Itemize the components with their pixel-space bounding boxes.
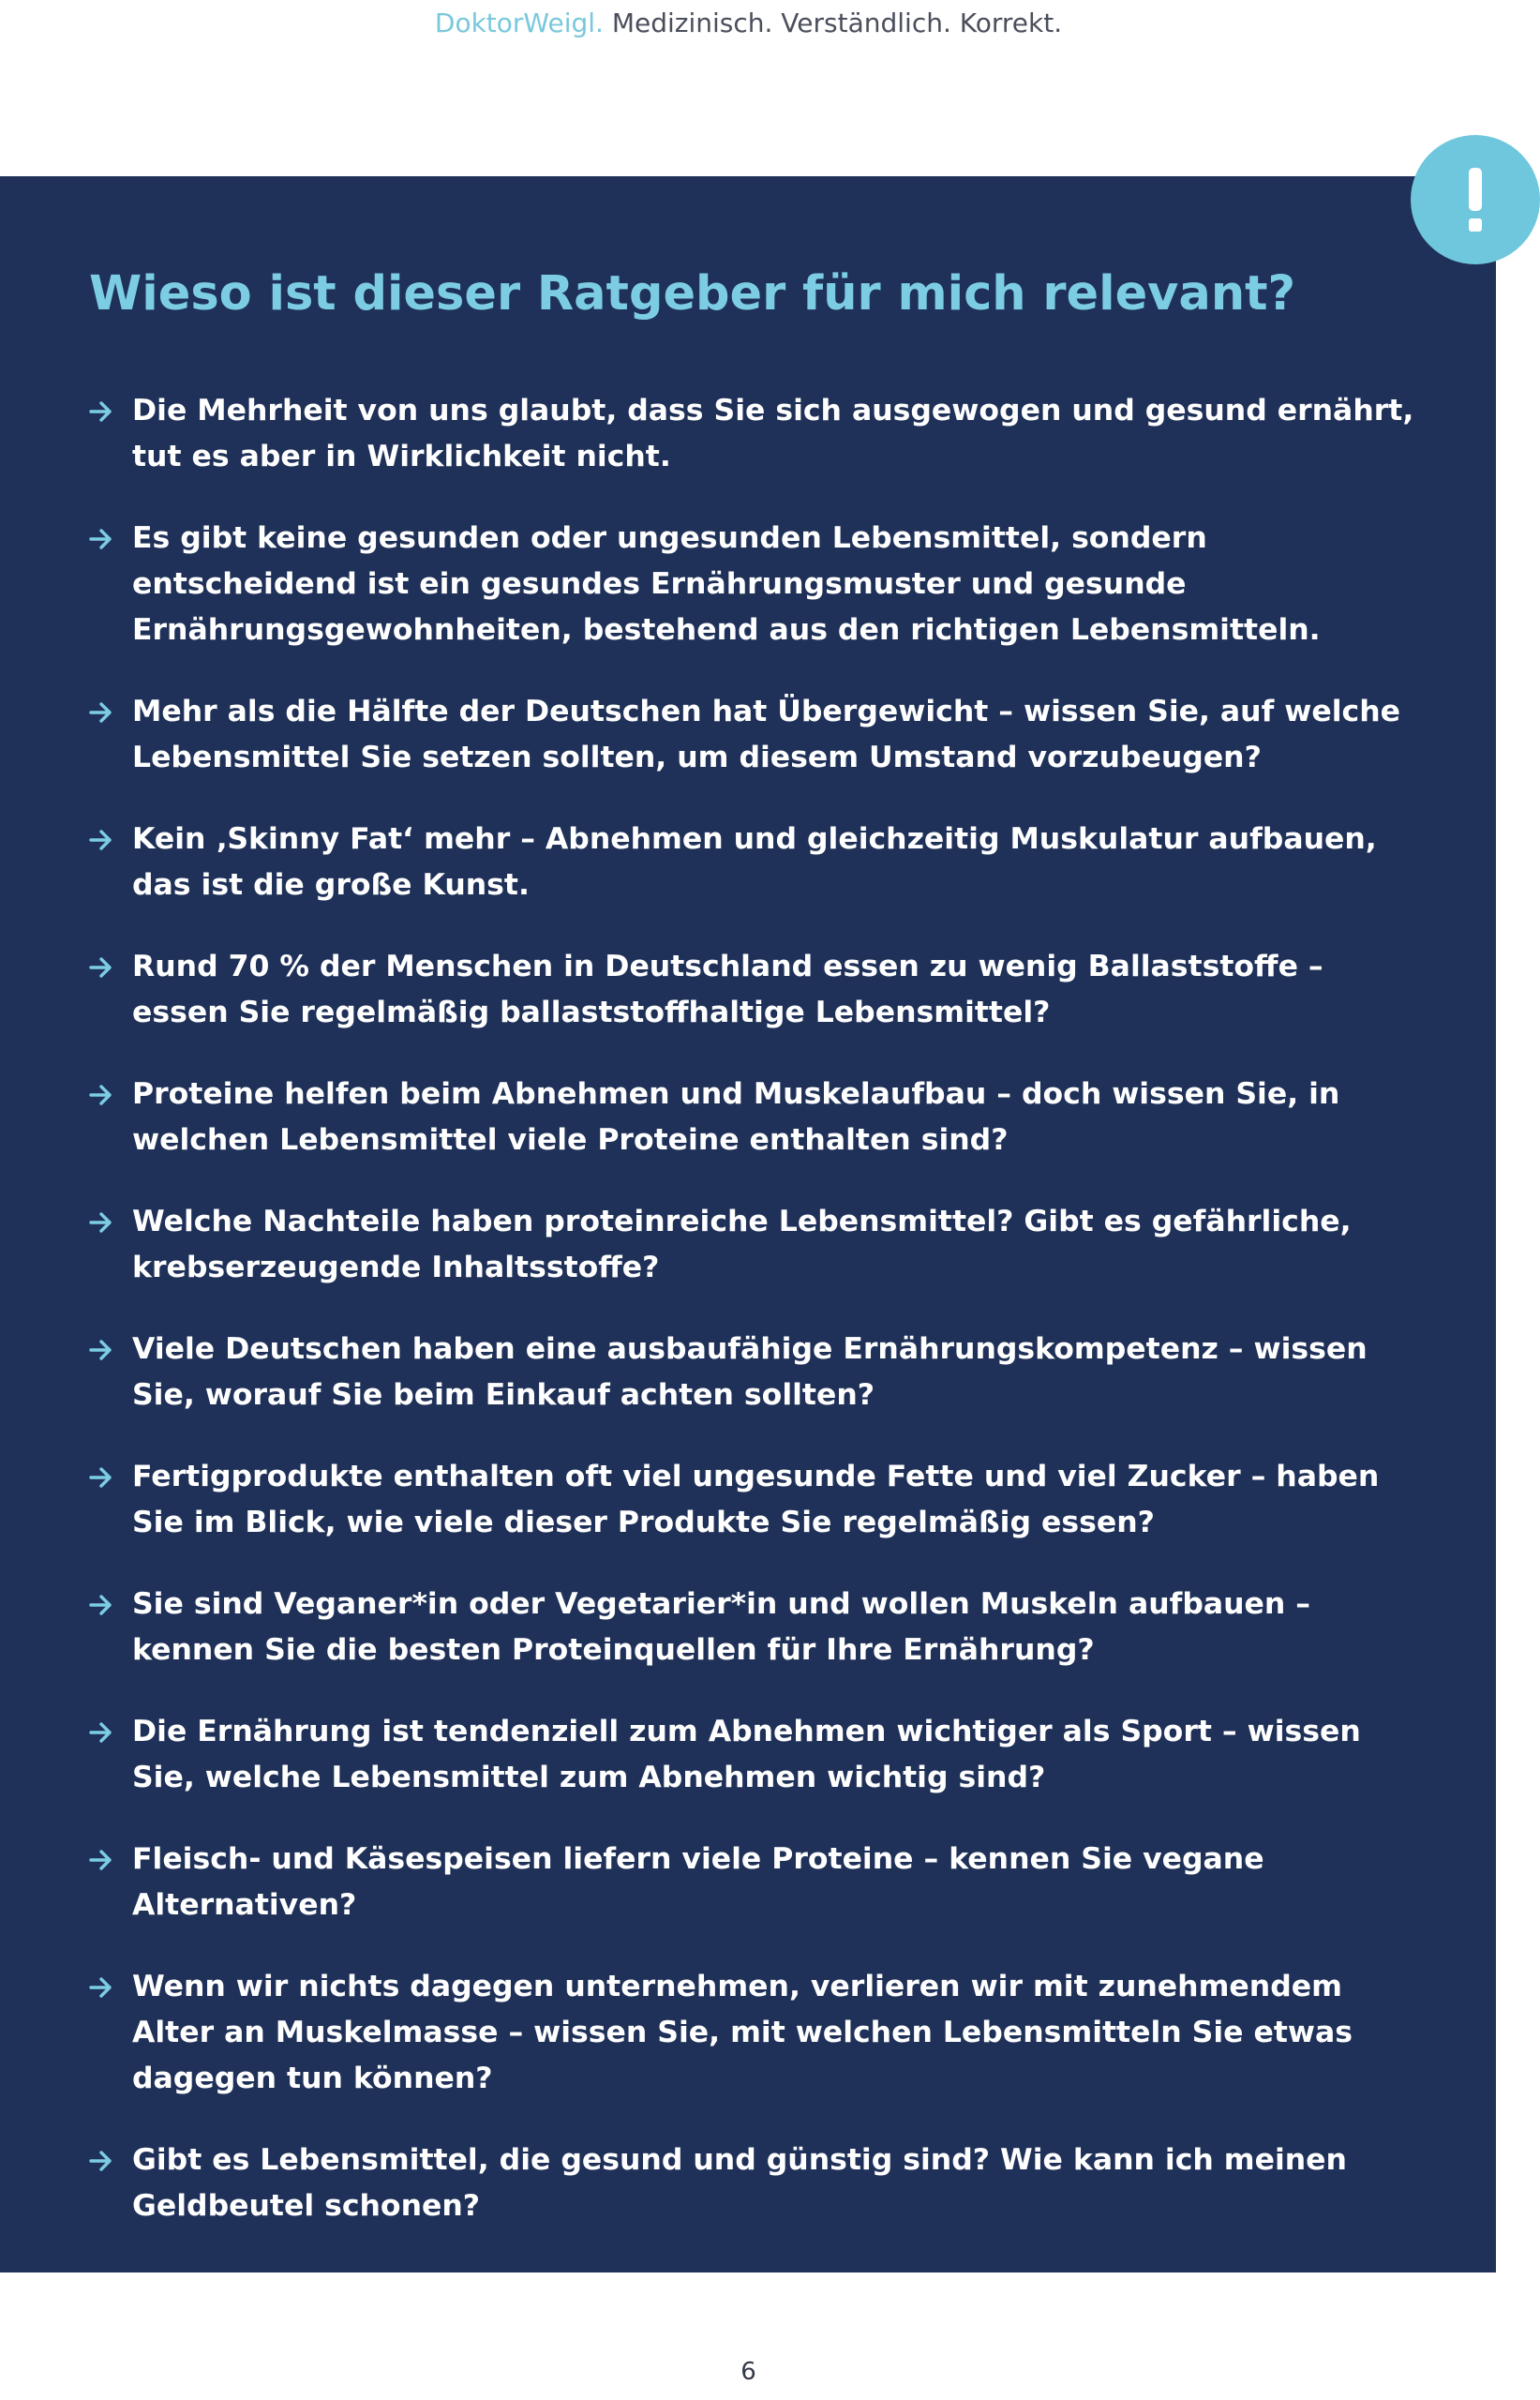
list-item bbox=[89, 689, 1420, 781]
list-item-text: Die Mehrheit von uns glaubt, dass Sie sich ausgewogen und gesund ernährt, tut es aber in Wirklichkeit nicht. bbox=[132, 394, 1414, 473]
arrow-right-icon bbox=[89, 529, 113, 549]
list-item-text: Fertigprodukte enthalten oft viel ungesunde Fette und viel Zucker – haben Sie im Blick, wie viele dieser Produkte Sie regelmäßig essen? bbox=[132, 1460, 1380, 1539]
page-header bbox=[0, 6, 1497, 41]
arrow-right-icon bbox=[89, 1850, 113, 1870]
list-item bbox=[89, 944, 1420, 1036]
brand-tagline: Medizinisch. Verständlich. Korrekt. bbox=[603, 8, 1063, 38]
arrow-right-icon bbox=[89, 1977, 113, 1998]
list-item-text: Welche Nachteile haben proteinreiche Lebensmittel? Gibt es gefährliche, krebserzeugende Inhaltsstoffe? bbox=[132, 1205, 1352, 1284]
list-item-text: Die Ernährung ist tendenziell zum Abnehmen wichtiger als Sport – wissen Sie, welche Lebensmittel zum Abnehmen wichtig sind? bbox=[132, 1715, 1361, 1794]
list-item-text: Wenn wir nichts dagegen unternehmen, verlieren wir mit zunehmendem Alter an Muskelmasse – wissen Sie, mit welchen Lebensmitteln Sie etwas dagegen tun können? bbox=[132, 1970, 1353, 2095]
list-item bbox=[89, 516, 1420, 653]
arrow-right-icon bbox=[89, 401, 113, 422]
arrow-right-icon bbox=[89, 957, 113, 978]
arrow-right-icon bbox=[89, 830, 113, 850]
alert-badge bbox=[1411, 135, 1540, 264]
arrow-right-icon bbox=[89, 1085, 113, 1105]
list-item-text: Gibt es Lebensmittel, die gesund und günstig sind? Wie kann ich meinen Geldbeutel schonen? bbox=[132, 2143, 1347, 2223]
list-item-text: Es gibt keine gesunden oder ungesunden Lebensmittel, sondern entscheidend ist ein gesundes Ernährungsmuster und gesunde Ernährungsgewohnheiten, bestehend aus den richtigen Lebensmitteln. bbox=[132, 521, 1321, 647]
arrow-right-icon bbox=[89, 1340, 113, 1360]
list-item bbox=[89, 1454, 1420, 1546]
relevance-list bbox=[89, 388, 1420, 2265]
arrow-right-icon bbox=[89, 702, 113, 723]
list-item bbox=[89, 2138, 1420, 2229]
list-item-text: Rund 70 % der Menschen in Deutschland essen zu wenig Ballaststoffe – essen Sie regelmäßig ballaststoffhaltige Lebensmittel? bbox=[132, 950, 1323, 1029]
list-item-text: Fleisch- und Käsespeisen liefern viele Proteine – kennen Sie vegane Alternativen? bbox=[132, 1842, 1264, 1922]
list-item-text: Proteine helfen beim Abnehmen und Muskelaufbau – doch wissen Sie, in welchen Lebensmittel viele Proteine enthalten sind? bbox=[132, 1077, 1340, 1157]
exclamation-icon bbox=[1461, 166, 1489, 233]
list-item bbox=[89, 817, 1420, 908]
list-item bbox=[89, 388, 1420, 480]
list-item-text: Sie sind Veganer*in oder Vegetarier*in und wollen Muskeln aufbauen – kennen Sie die besten Proteinquellen für Ihre Ernährung? bbox=[132, 1587, 1311, 1667]
list-item bbox=[89, 1072, 1420, 1163]
list-item-text: Mehr als die Hälfte der Deutschen hat Übergewicht – wissen Sie, auf welche Lebensmittel Sie setzen sollten, um diesem Umstand vorzubeugen? bbox=[132, 695, 1400, 774]
list-item-text: Viele Deutschen haben eine ausbaufähige Ernährungskompetenz – wissen Sie, worauf Sie beim Einkauf achten sollten? bbox=[132, 1332, 1368, 1412]
list-item bbox=[89, 1327, 1420, 1418]
list-item bbox=[89, 1582, 1420, 1673]
list-item bbox=[89, 1837, 1420, 1928]
list-item bbox=[89, 1199, 1420, 1291]
arrow-right-icon bbox=[89, 1595, 113, 1615]
arrow-right-icon bbox=[89, 1467, 113, 1488]
arrow-right-icon bbox=[89, 1722, 113, 1743]
panel-title: Wieso ist dieser Ratgeber für mich relevant? bbox=[89, 266, 1296, 322]
arrow-right-icon bbox=[89, 2151, 113, 2171]
arrow-right-icon bbox=[89, 1212, 113, 1233]
page-number: 6 bbox=[740, 2358, 756, 2386]
list-item-text: Kein ‚Skinny Fat‘ mehr – Abnehmen und gleichzeitig Muskulatur aufbauen, das ist die große Kunst. bbox=[132, 822, 1377, 902]
list-item bbox=[89, 1709, 1420, 1801]
list-item bbox=[89, 1964, 1420, 2102]
brand-name: DoktorWeigl. bbox=[434, 8, 604, 38]
